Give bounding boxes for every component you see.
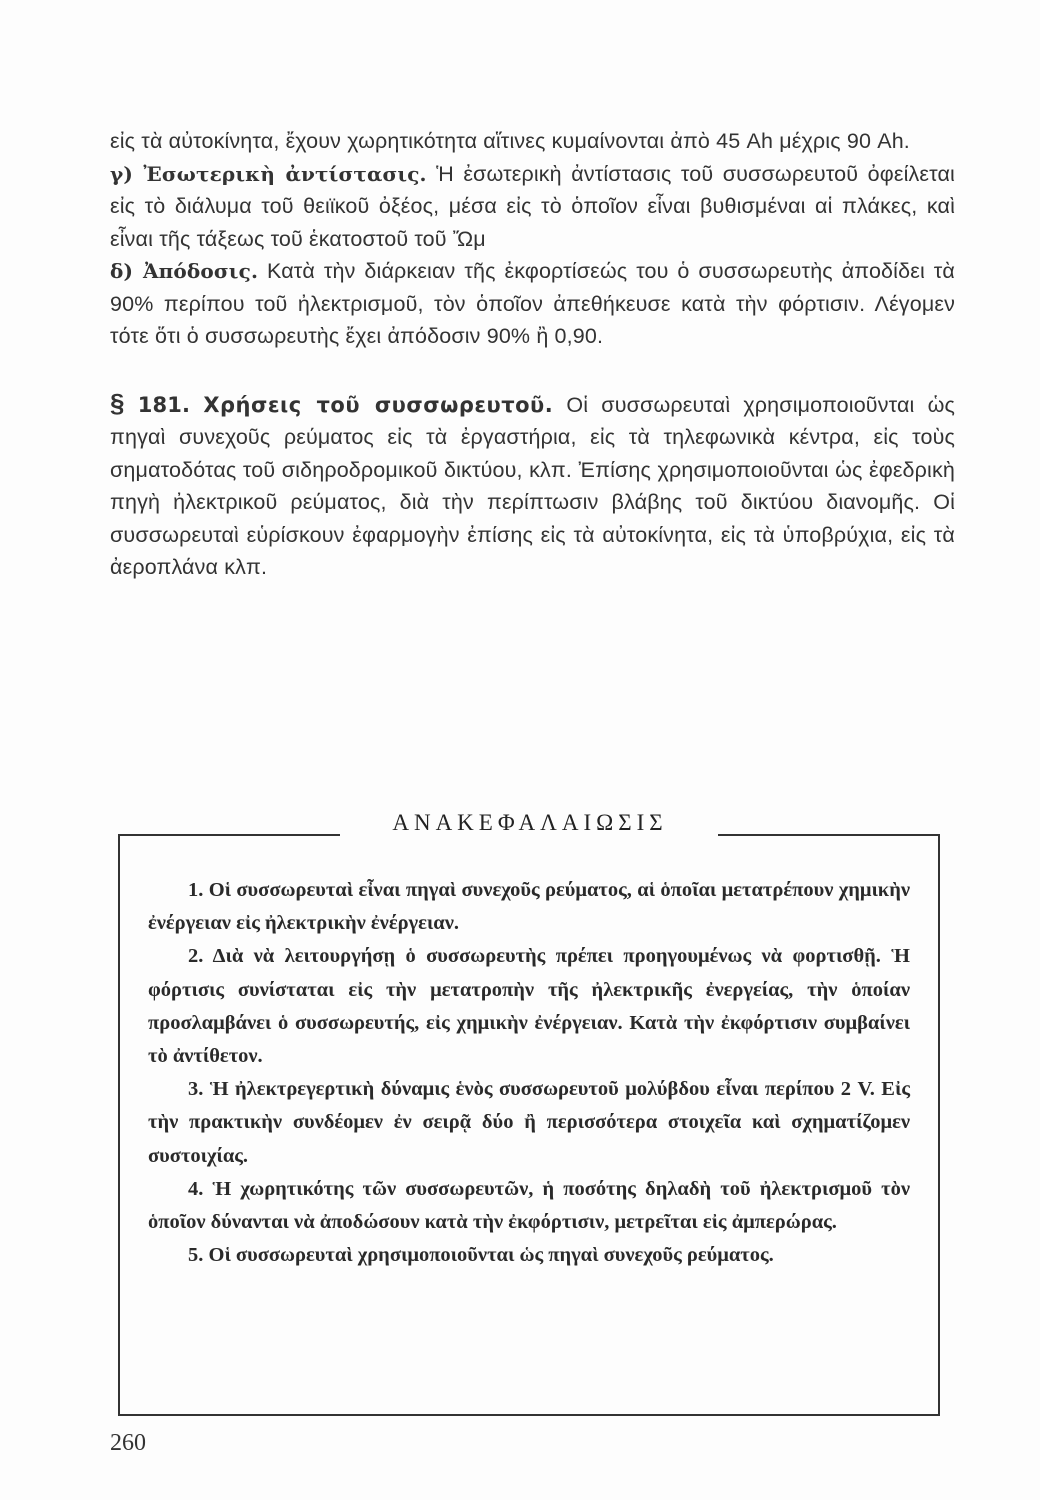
paragraph-lead: δ) Ἀπόδοσις. xyxy=(110,259,259,283)
summary-title: ΑΝΑΚΕΦΑΛΑΙΩΣΙΣ xyxy=(392,810,668,835)
summary-item: 3. Ἡ ἠλεκτρεγερτικὴ δύναμις ἑνὸς συσσωρευτοῦ μολύβδου εἶναι περίπου 2 V. Εἰς τὴν πρακτικὴν συνδέομεν ἐν σειρᾷ δύο ἢ περισσότερα στοιχεῖα καὶ σχηματίζομεν συστοιχίας. xyxy=(148,1078,910,1167)
section-mark: § xyxy=(110,387,125,418)
summary-item: 4. Ἡ χωρητικότης τῶν συσσωρευτῶν, ἡ ποσότης δηλαδὴ τοῦ ἠλεκτρισμοῦ τὸν ὁποῖον δύνανται νὰ ἀποδώσουν κατὰ τὴν ἐκφόρτισιν, μετρεῖται εἰς ἀμπερώρας. xyxy=(148,1177,910,1234)
paragraph-internal-resistance xyxy=(110,158,955,256)
page-body xyxy=(110,125,955,584)
summary-list xyxy=(148,874,910,1272)
page-number: 260 xyxy=(110,1430,146,1456)
section-title: Χρήσεις τοῦ συσσωρευτοῦ. xyxy=(203,392,554,417)
summary-box xyxy=(118,834,940,1416)
section-number: 181. xyxy=(137,392,191,417)
paragraph-lead: γ) Ἐσωτερικὴ ἀντίστασις. xyxy=(110,161,427,186)
paragraph-text: Ἡ ἐσωτερικὴ ἀντίστασις τοῦ συσσωρευτοῦ ὀφείλεται εἰς τὸ διάλυμα τοῦ θειϊκοῦ ὀξέος, μέσα εἰς τὸ ὁποῖον εἶναι βυθισμέναι αἱ πλάκες, καὶ εἶναι τῆς τάξεως τοῦ ἑκατοστοῦ τοῦ Ὤμ xyxy=(110,161,955,251)
summary-item: 5. Οἱ συσσωρευταὶ χρησιμοποιοῦνται ὡς πηγαὶ συνεχοῦς ρεύματος. xyxy=(188,1244,774,1267)
paragraph-text: εἰς τὰ αὐτοκίνητα, ἔχουν χωρητικότητα αἵτινες κυμαίνονται ἀπὸ 45 Ah μέχρις 90 Ah. xyxy=(110,129,910,153)
summary-item: 2. Διὰ νὰ λειτουργήσῃ ὁ συσσωρευτὴς πρέπει προηγουμένως νὰ φορτισθῇ. Ἡ φόρτισις συνίσταται εἰς τὴν μετατροπὴν τῆς ἠλεκτρικῆς ἐνεργείας, τὴν ὁποίαν προσλαμβάνει ὁ συσσωρευτής, εἰς χημικὴν ἐνέργειαν. Κατὰ τὴν ἐκφόρτισιν συμβαίνει τὸ ἀντίθετον. xyxy=(148,945,910,1068)
paragraph-text: Κατὰ τὴν διάρκειαν τῆς ἐκφορτίσεώς του ὁ συσσωρευτὴς ἀποδίδει τὰ 90% περίπου τοῦ ἠλεκτρισμοῦ, τὸν ὁποῖον ἀπεθήκευσε κατὰ τὴν φόρτισιν. Λέγομεν τότε ὅτι ὁ συσσωρευτὴς ἔχει ἀπόδοσιν 90% ἢ 0,90. xyxy=(110,259,955,348)
summary-item: 1. Οἱ συσσωρευταὶ εἶναι πηγαὶ συνεχοῦς ρεύματος, αἱ ὁποῖαι μετατρέπουν χημικὴν ἐνέργειαν εἰς ἠλεκτρικὴν ἐνέργειαν. xyxy=(148,879,910,935)
section-181 xyxy=(110,387,955,584)
section-text: Οἱ συσσωρευταὶ χρησιμοποιοῦνται ὡς πηγαὶ συνεχοῦς ρεύματος εἰς τὰ ἐργαστήρια, εἰς τὰ τηλεφωνικὰ κέντρα, εἰς τοὺς σηματοδότας τοῦ σιδηροδρομικοῦ δικτύου, κλπ. Ἐπίσης χρησιμοποιοῦνται ὡς ἐφεδρικὴ πηγὴ ἠλεκτρικοῦ ρεύματος, διὰ τὴν περίπτωσιν βλάβης τοῦ δικτύου διανομῆς. Οἱ συσσωρευταὶ εὑρίσκουν ἐφαρμογὴν ἐπίσης εἰς τὰ αὐτοκίνητα, εἰς τὰ ὑποβρύχια, εἰς τὰ ἀεροπλάνα κλπ. xyxy=(110,392,956,579)
paragraph-capacity-end xyxy=(110,125,955,158)
paragraph-efficiency xyxy=(110,255,955,353)
